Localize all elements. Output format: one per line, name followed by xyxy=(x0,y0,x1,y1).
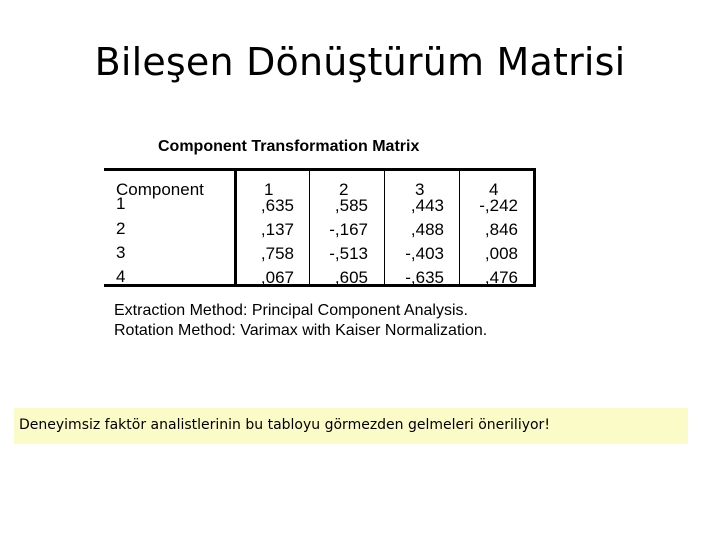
table-cell: ,758 xyxy=(260,244,294,263)
table-cell: -,403 xyxy=(405,244,444,263)
extraction-method-footnote: Extraction Method: Principal Component Analysis. xyxy=(114,302,468,319)
table-cell: -,513 xyxy=(329,244,368,263)
table-cell: ,635 xyxy=(260,196,294,215)
table-cell: ,137 xyxy=(260,220,294,239)
header-col-2: 2 xyxy=(339,180,349,199)
column-divider xyxy=(533,171,536,284)
warning-note xyxy=(14,408,688,444)
table-cell: -,167 xyxy=(329,220,368,239)
slide-title: Bileşen Dönüştürüm Matrisi xyxy=(94,40,626,84)
table-cell: ,585 xyxy=(334,196,368,215)
table-cell: -,635 xyxy=(405,268,444,287)
matrix-table xyxy=(104,168,536,287)
row-label: 4 xyxy=(116,267,126,286)
table-cell: ,476 xyxy=(484,268,518,287)
table-cell: ,008 xyxy=(484,244,518,263)
table-cell: ,488 xyxy=(410,220,444,239)
header-col-4: 4 xyxy=(489,180,499,199)
row-label: 1 xyxy=(116,194,126,213)
table-cell: ,605 xyxy=(334,268,368,287)
header-component: Component xyxy=(116,180,204,199)
header-col-3: 3 xyxy=(415,180,425,199)
component-transformation-matrix xyxy=(100,130,570,335)
warning-note-text: Deneyimsiz faktör analistlerinin bu tabloyu görmezden gelmeleri öneriliyor! xyxy=(19,417,550,433)
table-cell: -,242 xyxy=(479,196,518,215)
row-label: 2 xyxy=(116,219,126,238)
rotation-method-footnote: Rotation Method: Varimax with Kaiser Normalization. xyxy=(114,322,488,335)
header-col-1: 1 xyxy=(264,180,274,199)
matrix-caption: Component Transformation Matrix xyxy=(158,138,420,155)
table-cell: ,443 xyxy=(410,196,444,215)
row-label: 3 xyxy=(116,243,126,262)
table-cell: ,067 xyxy=(260,268,294,287)
table-cell: ,846 xyxy=(484,220,518,239)
